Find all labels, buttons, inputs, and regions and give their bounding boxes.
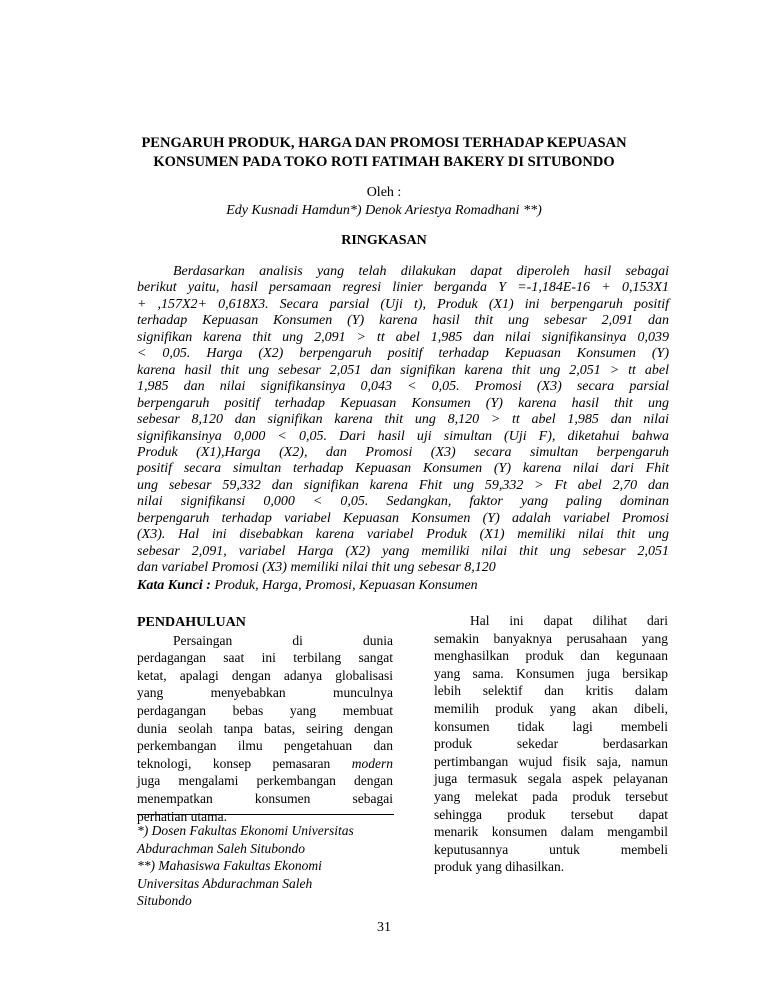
teknologi-text: teknologi, konsep pemasaran — [137, 755, 331, 771]
footnote-line: Abdurachman Saleh Situbondo — [137, 840, 305, 856]
footnote-line: Universitas Abdurachman Saleh — [137, 875, 313, 891]
paper-title — [100, 134, 668, 172]
paragraph-line: semakin banyaknya perusahaan yang — [434, 630, 668, 646]
abstract-line: dan variabel Promosi (X3) memiliki nilai thit ung sebesar 8,120 — [137, 560, 496, 576]
abstract-line: ung sebesar 59,332 dan signifikan karena Fhit ung 59,332 > Ft abel 2,70 dan — [137, 477, 669, 493]
paragraph-line: menempatkan konsumen sebagai — [137, 790, 393, 806]
footnote-divider — [137, 814, 394, 815]
abstract-line: nilai signifikansi 0,000 < 0,05. Sedangkan, faktor yang paling dominan — [137, 494, 669, 510]
abstract-line: < 0,05. Harga (X2) berpengaruh positif terhadap Kepuasan Konsumen (Y) — [137, 346, 669, 362]
paragraph-line: ketat, apalagi dengan adanya globalisasi — [137, 667, 393, 683]
footnotes — [137, 822, 397, 910]
paragraph-line: lebih selektif dan kritis dalam — [434, 683, 668, 699]
paragraph-line: perdagangan saat ini terbilang sangat — [137, 650, 393, 666]
abstract-line: signifikansinya 0,000 < 0,05. Dari hasil uji simultan (Uji F), diketahui bahwa — [137, 428, 669, 444]
paragraph-line: pertimbangan wujud fisik saja, namun — [434, 753, 668, 769]
abstract-line: berpengaruh terhadap variabel Kepuasan Konsumen (Y) adalah variabel Promosi — [137, 510, 669, 526]
paragraph-line: yang melekat pada produk tersebut — [434, 788, 668, 804]
oleh-label: Oleh : — [366, 185, 402, 200]
abstract-line: 1,985 dan nilai signifikansinya 0,043 < 0,05. Promosi (X3) secara parsial — [137, 379, 669, 395]
paragraph-line: keputusannya untuk membeli — [434, 841, 668, 857]
paragraph-line: Hal ini dapat dilihat dari — [470, 613, 668, 628]
paragraph-line: juga termasuk segala aspek pelayanan — [434, 771, 668, 787]
abstract-line: (X3). Hal ini disebabkan karena variabel Produk (X1) memiliki nilai thit ung — [137, 527, 669, 543]
page-number: 31 — [377, 920, 391, 935]
intro-left-column — [137, 614, 393, 825]
paragraph-line: produk yang dihasilkan. — [434, 859, 565, 875]
abstract-line: positif secara simultan terhadap Kepuasan Konsumen (Y) karena nilai dari Fhit — [137, 461, 669, 477]
keywords — [137, 577, 669, 594]
paragraph-line: perdagangan bebas yang membuat — [137, 702, 393, 718]
abstract-line: + ,157X2+ 0,618X3. Secara parsial (Uji t), Produk (X1) ini berpengaruh positif — [137, 296, 669, 312]
paragraph-line: menarik konsumen dalam mengambil — [434, 824, 668, 840]
paragraph-line: juga mengalami perkembangan dengan — [137, 773, 393, 789]
footnote-line: Situbondo — [137, 893, 192, 909]
footnote-line: *) Dosen Fakultas Ekonomi Universitas — [137, 823, 354, 838]
paragraph-line: dunia seolah tanpa batas, seiring dengan — [137, 720, 393, 736]
keywords-text: Produk, Harga, Promosi, Kepuasan Konsumen — [214, 578, 478, 593]
modern-italic-text: modern — [351, 755, 393, 771]
paragraph-line: yang menyebabkan munculnya — [137, 685, 393, 701]
paragraph-line: konsumen tidak lagi membeli — [434, 718, 668, 734]
abstract-line: berpengaruh positif terhadap Kepuasan Konsumen (Y) karena hasil thit ung — [137, 395, 669, 411]
keywords-label: Kata Kunci : — [137, 578, 211, 593]
paragraph-line: sehingga produk tersebut dapat — [434, 806, 668, 822]
abstract-line: Berdasarkan analisis yang telah dilakukan dapat diperoleh hasil sebagai — [173, 264, 669, 279]
abstract-line: sebesar 2,091, variabel Harga (X2) yang memiliki nilai thit ung sebesar 2,051 — [137, 543, 669, 559]
abstract-line: sebesar 8,120 dan signifikan karena thit ung 8,120 > tt abel 1,985 dan nilai — [137, 412, 669, 428]
abstract-line: Produk (X1),Harga (X2), dan Promosi (X3) secara simultan berpengaruh — [137, 444, 669, 460]
paragraph-line: Persaingan di dunia — [173, 632, 393, 648]
abstract-line: signifikan karena thit ung 2,091 > tt abel 1,985 dan nilai signifikansinya 0,039 — [137, 329, 669, 345]
abstract-body — [137, 264, 669, 577]
paragraph-line: menghasilkan produk dan kegunaan — [434, 648, 668, 664]
paper-title-line-2: KONSUMEN PADA TOKO ROTI FATIMAH BAKERY DI SITUBONDO — [153, 154, 615, 170]
authors: Edy Kusnadi Hamdun*) Denok Ariestya Romadhani **) — [226, 203, 542, 218]
section-heading: PENDAHULUAN — [137, 615, 246, 630]
footnote-line: **) Mahasiswa Fakultas Ekonomi — [137, 858, 322, 874]
abstract-line: berikut yaitu, hasil persamaan regresi linier berganda Y =-1,184E-16 + 0,153X1 — [137, 280, 669, 296]
abstract-line: terhadap Kepuasan Konsumen (Y) karena hasil thit ung sebesar 2,091 dan — [137, 313, 669, 329]
paragraph-line: yang sama. Konsumen juga bersikap — [434, 665, 668, 681]
abstract-heading: RINGKASAN — [341, 233, 427, 248]
paragraph-line: produk sekedar berdasarkan — [434, 736, 668, 752]
paragraph-line-teknologi — [137, 755, 393, 773]
paper-title-line-1: PENGARUH PRODUK, HARGA DAN PROMOSI TERHADAP KEPUASAN — [141, 135, 627, 151]
intro-right-column — [434, 612, 668, 876]
paragraph-line: memilih produk yang akan dibeli, — [434, 700, 668, 716]
abstract-line: karena hasil thit ung sebesar 2,051 dan signifikan karena thit ung 2,051 > tt abel — [137, 362, 669, 378]
paragraph-line: perhatian utama. — [137, 808, 227, 824]
paragraph-line: perkembangan ilmu pengetahuan dan — [137, 738, 393, 754]
